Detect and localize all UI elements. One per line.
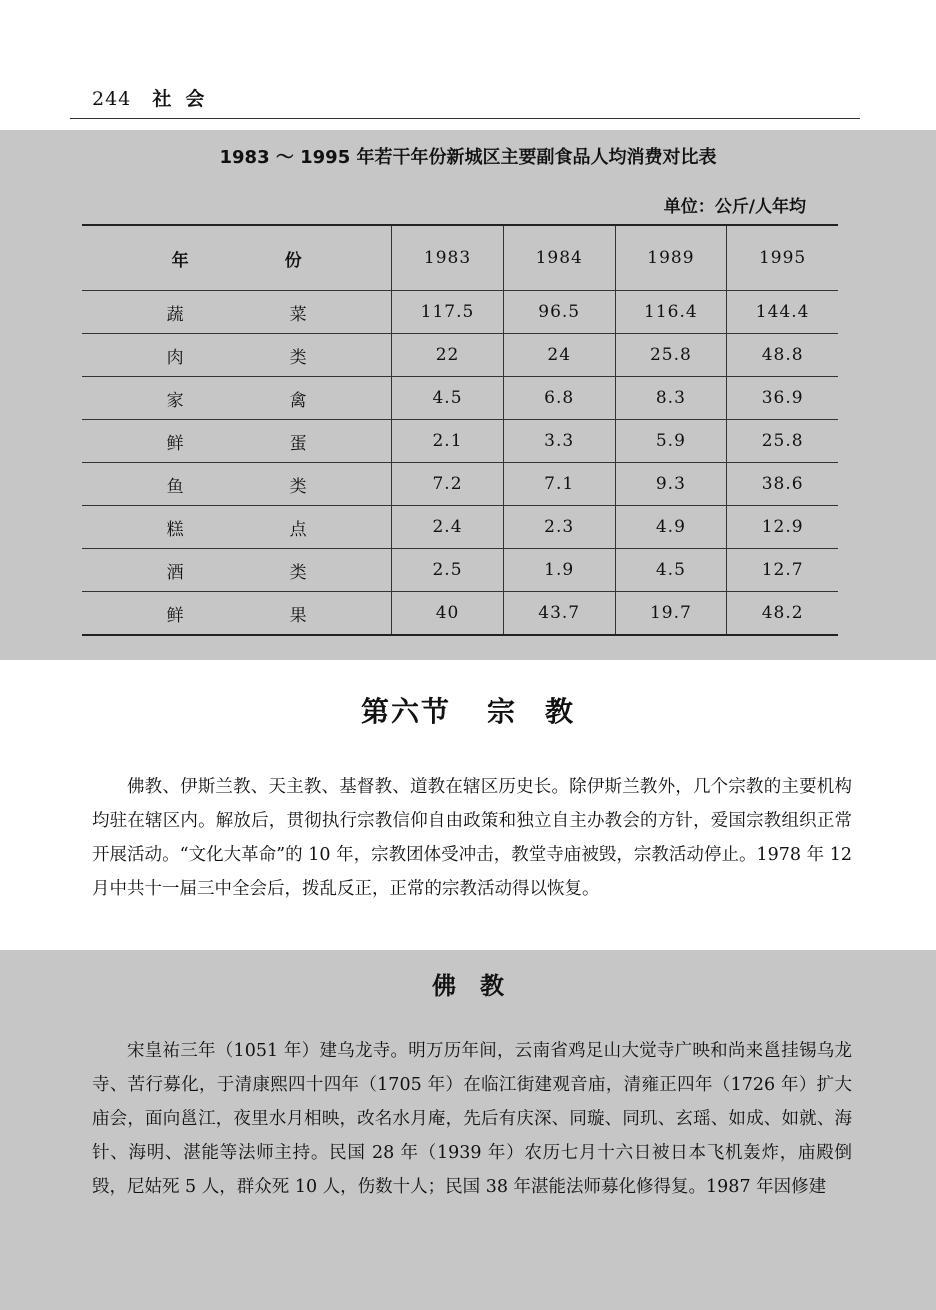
row-label-char: 肉 bbox=[166, 347, 184, 368]
table-cell: 117.5 bbox=[392, 291, 504, 334]
table-unit: 单位：公斤/人年均 bbox=[663, 197, 806, 217]
running-header bbox=[92, 84, 218, 111]
row-label bbox=[82, 377, 392, 420]
table-cell: 1.9 bbox=[503, 549, 615, 592]
table-title: 1983 ～ 1995 年若干年份新城区主要副食品人均消费对比表 bbox=[219, 147, 717, 168]
table-cell: 22 bbox=[392, 334, 504, 377]
table-cell: 7.1 bbox=[503, 463, 615, 506]
table-cell: 4.5 bbox=[392, 377, 504, 420]
row-label-char: 菜 bbox=[289, 304, 307, 325]
table-row bbox=[82, 549, 838, 592]
table-cell: 24 bbox=[503, 334, 615, 377]
row-label bbox=[82, 463, 392, 506]
header-label-char: 年 bbox=[171, 250, 189, 271]
row-label-char: 果 bbox=[289, 605, 307, 626]
table-cell: 3.3 bbox=[503, 420, 615, 463]
table-cell: 38.6 bbox=[727, 463, 838, 506]
row-label-char: 蔬 bbox=[166, 304, 184, 325]
table-cell: 116.4 bbox=[615, 291, 727, 334]
row-label-char: 蛋 bbox=[289, 433, 307, 454]
row-label bbox=[82, 592, 392, 636]
row-label bbox=[82, 420, 392, 463]
header-label-char: 份 bbox=[284, 250, 302, 271]
table-cell: 8.3 bbox=[615, 377, 727, 420]
header-label-cell bbox=[82, 225, 392, 291]
row-label-char: 类 bbox=[289, 476, 307, 497]
table-cell: 12.7 bbox=[727, 549, 838, 592]
row-label-char: 点 bbox=[289, 519, 307, 540]
year-header: 1983 bbox=[392, 225, 504, 291]
table-row bbox=[82, 291, 838, 334]
table-cell: 2.3 bbox=[503, 506, 615, 549]
table-row bbox=[82, 592, 838, 636]
table-cell: 19.7 bbox=[615, 592, 727, 636]
consumption-table bbox=[82, 224, 838, 636]
row-label-char: 鲜 bbox=[166, 433, 184, 454]
table-cell: 6.8 bbox=[503, 377, 615, 420]
table-cell: 2.5 bbox=[392, 549, 504, 592]
row-label bbox=[82, 334, 392, 377]
table-cell: 25.8 bbox=[615, 334, 727, 377]
table-row bbox=[82, 506, 838, 549]
table-row bbox=[82, 420, 838, 463]
table-cell: 43.7 bbox=[503, 592, 615, 636]
table-cell: 2.1 bbox=[392, 420, 504, 463]
table-cell: 144.4 bbox=[727, 291, 838, 334]
subsection-char: 佛 bbox=[432, 972, 456, 1000]
section-name-char: 教 bbox=[545, 695, 576, 728]
table-cell: 96.5 bbox=[503, 291, 615, 334]
row-label-char: 家 bbox=[166, 390, 184, 411]
row-label bbox=[82, 549, 392, 592]
section-name-char: 宗 bbox=[486, 695, 517, 728]
table-cell: 4.5 bbox=[615, 549, 727, 592]
table-row bbox=[82, 334, 838, 377]
table-cell: 36.9 bbox=[727, 377, 838, 420]
table-cell: 4.9 bbox=[615, 506, 727, 549]
row-label-char: 禽 bbox=[289, 390, 307, 411]
table-cell: 12.9 bbox=[727, 506, 838, 549]
table-cell: 2.4 bbox=[392, 506, 504, 549]
table-cell: 40 bbox=[392, 592, 504, 636]
page-number: 244 bbox=[92, 88, 132, 110]
religion-intro-paragraph: 佛教、伊斯兰教、天主教、基督教、道教在辖区历史长。除伊斯兰教外，几个宗教的主要机构均驻在辖区内。解放后，贯彻执行宗教信仰自由政策和独立自主办教会的方针，爱国宗教组织正常开展活动。“文化大革命”的 10 年，宗教团体受冲击，教堂寺庙被毁，宗教活动停止。1978 年 12 月中共十一届三中全会后，拨乱反正，正常的宗教活动得以恢复。 bbox=[92, 777, 852, 899]
row-label bbox=[82, 506, 392, 549]
section-title bbox=[0, 690, 936, 730]
row-label-char: 酒 bbox=[166, 562, 184, 583]
row-label bbox=[82, 291, 392, 334]
subsection-title bbox=[0, 966, 936, 1001]
row-label-char: 鲜 bbox=[166, 605, 184, 626]
table-row bbox=[82, 377, 838, 420]
buddhism-paragraph: 宋皇祐三年（1051 年）建乌龙寺。明万历年间，云南省鸡足山大觉寺广映和尚来邕挂锡乌龙寺、苦行募化，于清康熙四十四年（1705 年）在临江街建观音庙，清雍正四年（1726 年）扩大庙会，面向邕江，夜里水月相映，改名水月庵，先后有庆深、同璇、同玑、玄瑶、如成、如就、海针、海明、湛能等法师主持。民国 28 年（1939 年）农历七月十六日被日本飞机轰炸，庙殿倒毁，尼姑死 5 人，群众死 10 人，伤数十人；民国 38 年湛能法师募化修得复。1987 年因修建 bbox=[92, 1041, 852, 1197]
row-label-char: 鱼 bbox=[166, 476, 184, 497]
section-number: 第六节 bbox=[360, 695, 451, 728]
header-rule bbox=[70, 118, 860, 119]
year-header: 1995 bbox=[727, 225, 838, 291]
table-cell: 25.8 bbox=[727, 420, 838, 463]
table-cell: 48.2 bbox=[727, 592, 838, 636]
table-cell: 7.2 bbox=[392, 463, 504, 506]
row-label-char: 类 bbox=[289, 347, 307, 368]
year-header: 1989 bbox=[615, 225, 727, 291]
table-cell: 9.3 bbox=[615, 463, 727, 506]
year-header: 1984 bbox=[503, 225, 615, 291]
row-label-char: 糕 bbox=[166, 519, 184, 540]
row-label-char: 类 bbox=[289, 562, 307, 583]
table-row bbox=[82, 463, 838, 506]
subsection-char: 教 bbox=[480, 972, 504, 1000]
table-header-row bbox=[82, 225, 838, 291]
header-section: 社会 bbox=[152, 88, 219, 110]
table-cell: 48.8 bbox=[727, 334, 838, 377]
table-cell: 5.9 bbox=[615, 420, 727, 463]
